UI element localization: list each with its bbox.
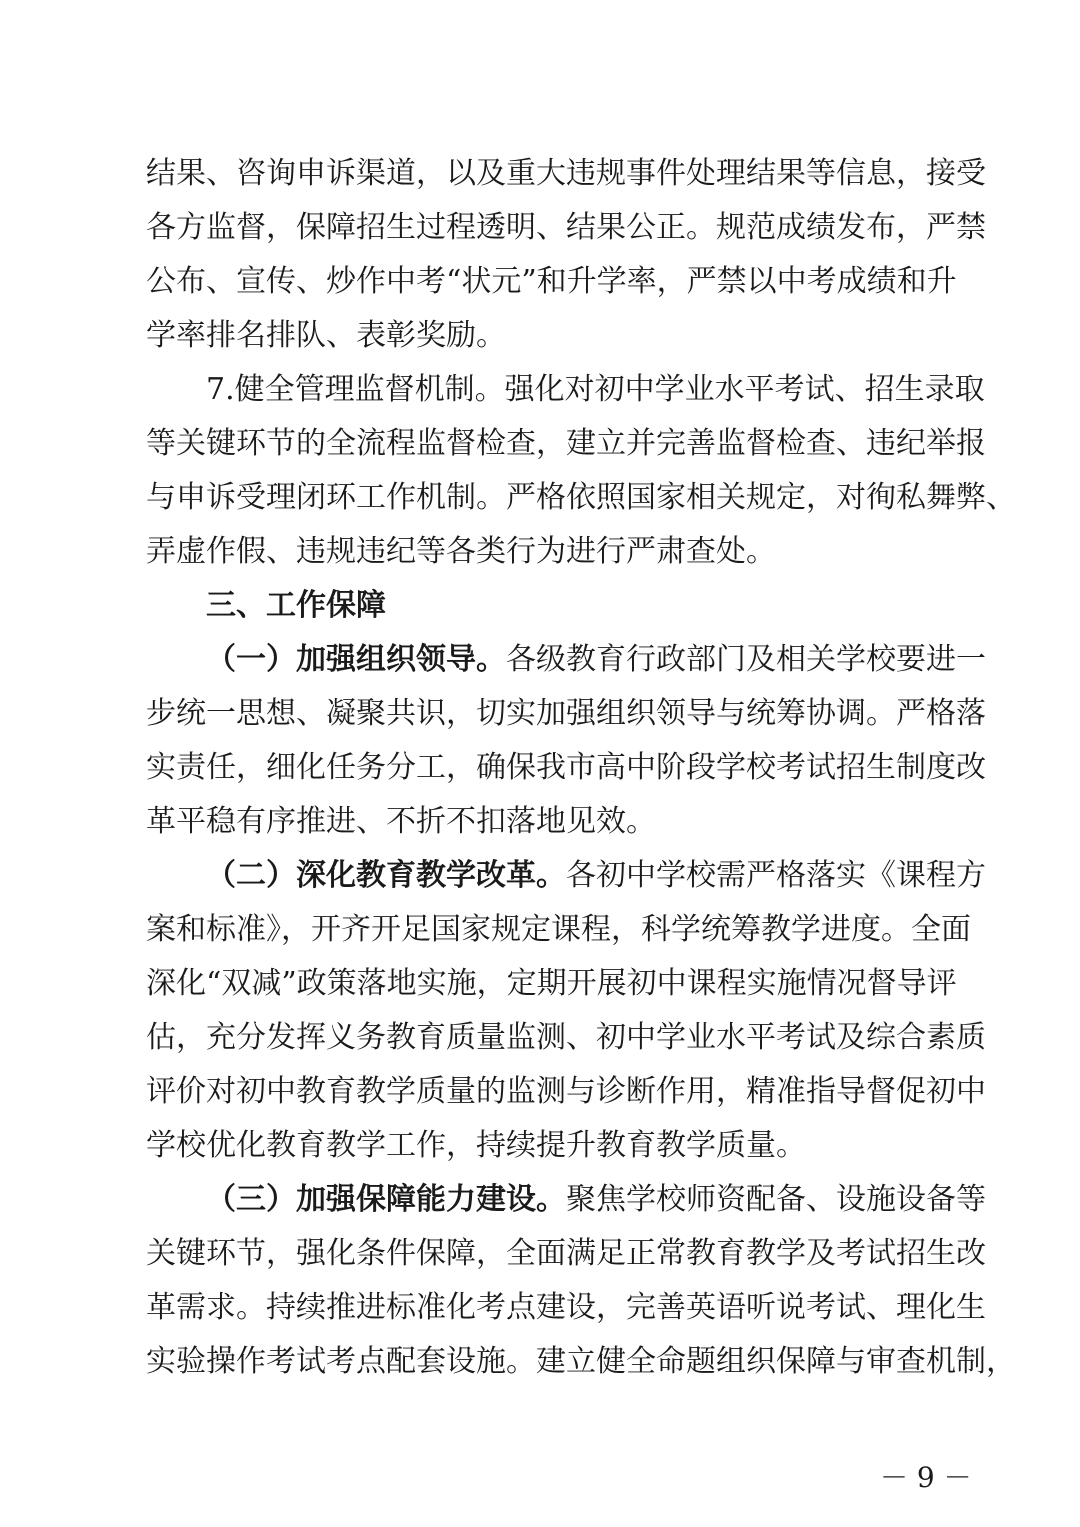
para-d-line-6: 学校优化教育教学工作，持续提升教育教学质量。	[146, 1128, 806, 1163]
para-e-title: （三）加强保障能力建设。	[206, 1182, 566, 1217]
para-a-line-1: 结果、咨询申诉渠道，以及重大违规事件处理结果等信息，接受	[146, 156, 986, 191]
para-b-line-3: 与申诉受理闭环工作机制。严格依照国家相关规定，对徇私舞弊、	[146, 480, 1016, 515]
para-c-title: （一）加强组织领导。	[206, 642, 506, 677]
para-c-line-2: 步统一思想、凝聚共识，切实加强组织领导与统筹协调。严格落	[146, 696, 986, 731]
para-b-line-2: 等关键环节的全流程监督检查，建立并完善监督检查、违纪举报	[146, 426, 986, 461]
para-b-line-1: 7.健全管理监督机制。强化对初中学业水平考试、招生录取	[206, 372, 985, 407]
para-e-first-rest: 聚焦学校师资配备、设施设备等	[566, 1182, 986, 1217]
para-a-line-2: 各方监督，保障招生过程透明、结果公正。规范成绩发布，严禁	[146, 210, 986, 245]
para-e-line-4: 实验操作考试考点配套设施。建立健全命题组织保障与审查机制，	[146, 1344, 1016, 1379]
para-d-first-rest: 各初中学校需严格落实《课程方	[566, 858, 986, 893]
para-e-line-2: 关键环节，强化条件保障，全面满足正常教育教学及考试招生改	[146, 1236, 986, 1271]
para-d-line-3: 深化“双减”政策落地实施，定期开展初中课程实施情况督导评	[146, 966, 957, 1001]
para-d-line-1	[206, 856, 986, 896]
page-number: － 9 －	[880, 1461, 972, 1494]
para-c-first-rest: 各级教育行政部门及相关学校要进一	[506, 642, 986, 677]
para-d-line-4: 估，充分发挥义务教育质量监测、初中学业水平考试及综合素质	[146, 1020, 986, 1055]
para-c-line-4: 革平稳有序推进、不折不扣落地见效。	[146, 804, 656, 839]
para-a-line-3: 公布、宣传、炒作中考“状元”和升学率，严禁以中考成绩和升	[146, 264, 957, 299]
para-d-line-5: 评价对初中教育教学质量的监测与诊断作用，精准指导督促初中	[146, 1074, 986, 1109]
para-a-line-4: 学率排名排队、表彰奖励。	[146, 318, 506, 353]
section-heading: 三、工作保障	[206, 588, 386, 623]
para-c-line-3: 实责任，细化任务分工，确保我市高中阶段学校考试招生制度改	[146, 750, 986, 785]
para-b-line-4: 弄虚作假、违规违纪等各类行为进行严肃查处。	[146, 534, 776, 569]
para-e-line-3: 革需求。持续推进标准化考点建设，完善英语听说考试、理化生	[146, 1290, 986, 1325]
para-d-line-2: 案和标准》，开齐开足国家规定课程，科学统筹教学进度。全面	[146, 912, 971, 947]
para-c-line-1	[206, 640, 986, 680]
para-d-title: （二）深化教育教学改革。	[206, 858, 566, 893]
para-e-line-1	[206, 1180, 986, 1220]
